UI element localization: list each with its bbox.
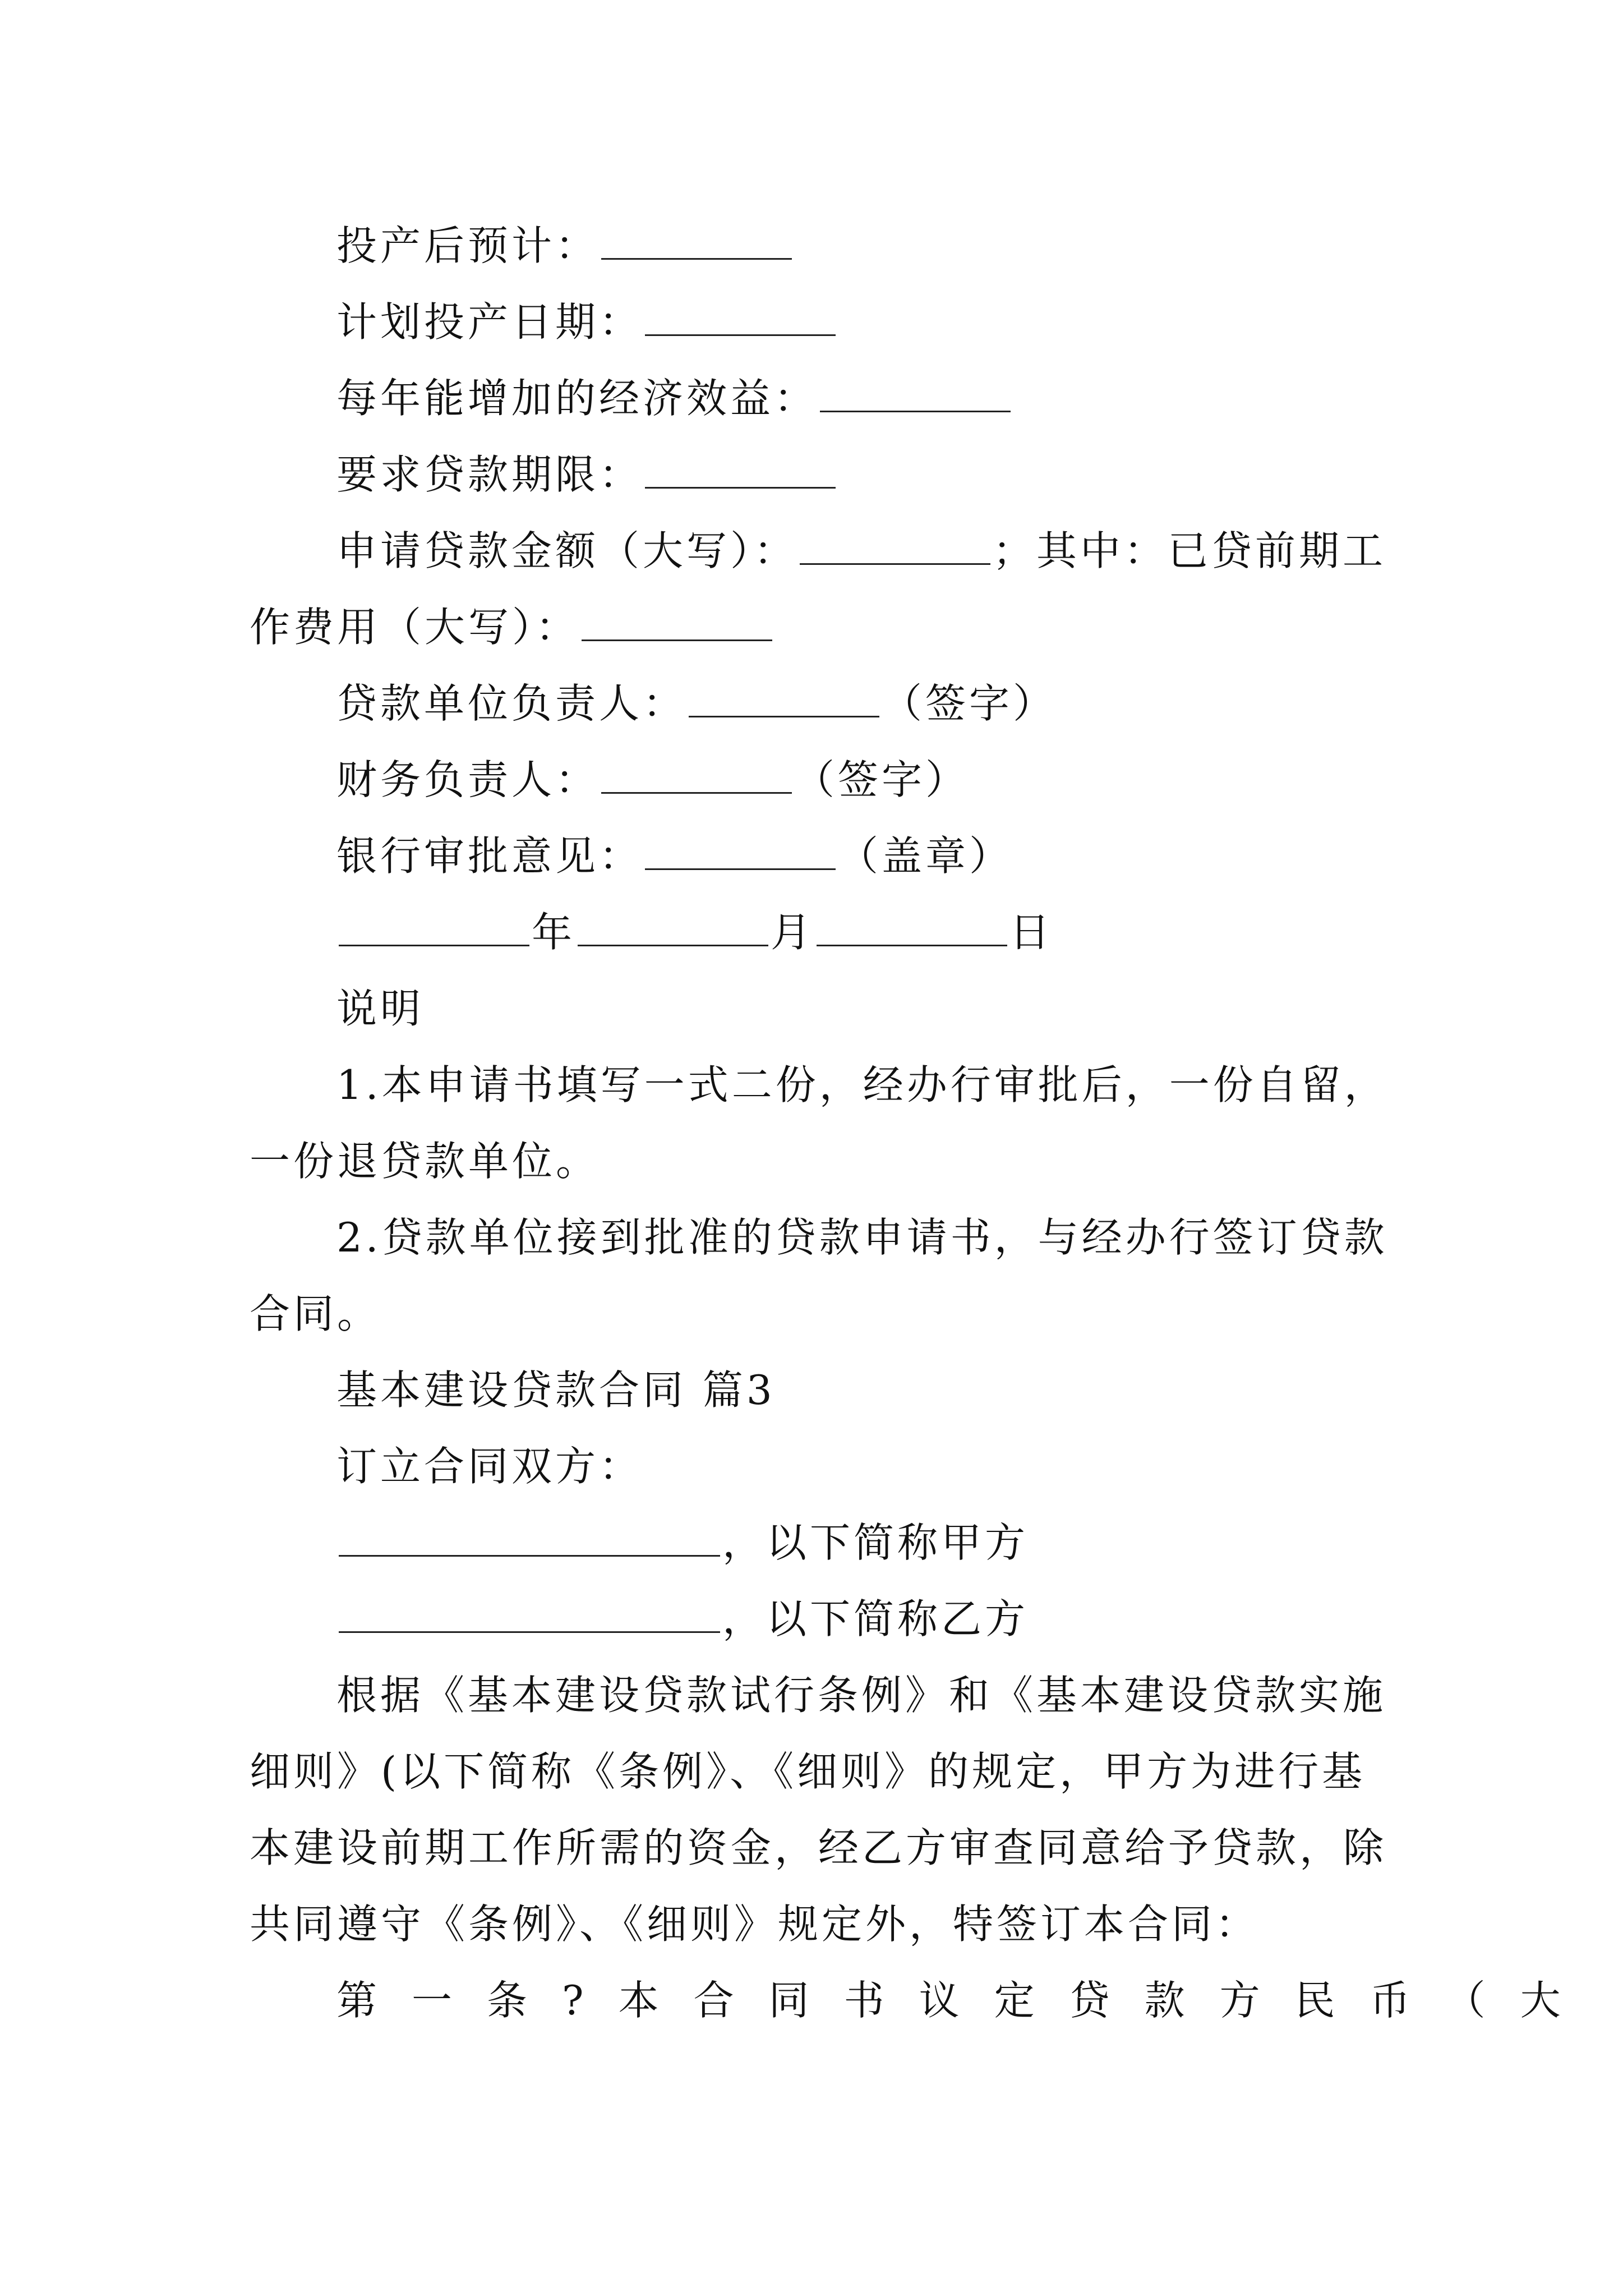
blank-field: [645, 289, 836, 336]
blank-party-b: [339, 1586, 720, 1633]
blank-field: [689, 671, 879, 717]
borrower-head-line: [250, 665, 1394, 742]
year-label: 年: [532, 909, 576, 956]
blank-field: [601, 747, 792, 794]
blank-month: [578, 900, 768, 946]
month-label: 月: [771, 909, 815, 956]
notes-title: 说明: [336, 985, 425, 1032]
party-b-line: [250, 1581, 1394, 1657]
field-label: 申请贷款金额（大写）：: [336, 527, 798, 574]
signature-note: （签字）: [882, 680, 1057, 727]
note-1-line-2: 一份退贷款单位。: [250, 1138, 600, 1185]
date-line: [250, 894, 1394, 970]
field-label: 作费用（大写）：: [250, 604, 580, 651]
note-2-line-2: 合同。: [250, 1290, 381, 1337]
day-label: 日: [1009, 909, 1054, 956]
paragraph-line-2: 细则》(以下简称《条例》、《细则》的规定，甲方为进行基: [250, 1748, 1366, 1795]
annual-economic-benefit-line: [250, 360, 1394, 436]
field-label: 要求贷款期限：: [336, 451, 643, 498]
finance-head-line: [250, 742, 1394, 818]
blank-field: [645, 823, 836, 870]
blank-party-a: [339, 1510, 720, 1557]
document-body: [250, 208, 1596, 2039]
blank-day: [817, 900, 1007, 946]
loan-amount-line: [250, 513, 1394, 589]
party-b-text: ，以下简称乙方: [722, 1595, 1029, 1642]
prior-work-cost-line: [250, 589, 1394, 665]
paragraph-line-4: 共同遵守《条例》、《细则》规定外，特签订本合同：: [250, 1901, 1260, 1948]
blank-field: [601, 213, 792, 260]
loan-term-line: [250, 436, 1394, 513]
field-label: 计划投产日期：: [336, 298, 643, 346]
paragraph-line-1: 根据《基本建设贷款试行条例》和《基本建设贷款实施: [336, 1672, 1387, 1719]
blank-field: [582, 595, 772, 641]
note-1-line-1: 1.本申请书填写一式二份，经办行审批后，一份自留，: [336, 1061, 1388, 1108]
blank-field: [645, 442, 836, 489]
seal-note: （盖章）: [838, 832, 1013, 880]
party-a-line: [250, 1504, 1394, 1581]
bank-approval-line: [250, 818, 1394, 894]
paragraph-line-3: 本建设前期工作所需的资金，经乙方审查同意给予贷款，除: [250, 1824, 1387, 1871]
planned-production-date-line: [250, 284, 1394, 360]
field-label: 每年能增加的经济效益：: [336, 375, 818, 422]
expected-after-production-line: [250, 208, 1394, 284]
field-label: 财务负责人：: [336, 756, 600, 803]
section-title: 基本建设贷款合同 篇3: [336, 1366, 776, 1414]
field-label: 投产后预计：: [336, 222, 600, 269]
field-suffix: ；其中：已贷前期工: [993, 527, 1387, 574]
blank-year: [339, 900, 529, 946]
article-1-line: 第一条?本合同书议定贷款方民币（大: [336, 1977, 1596, 2024]
party-a-text: ，以下简称甲方: [722, 1519, 1029, 1566]
field-label: 贷款单位负责人：: [336, 680, 687, 727]
field-label: 银行审批意见：: [336, 832, 643, 880]
signature-note: （签字）: [794, 756, 970, 803]
blank-field: [800, 518, 990, 565]
parties-label: 订立合同双方：: [336, 1443, 643, 1490]
note-2-line-1: 2.贷款单位接到批准的贷款申请书，与经办行签订贷款: [336, 1214, 1388, 1261]
blank-field: [820, 366, 1011, 412]
